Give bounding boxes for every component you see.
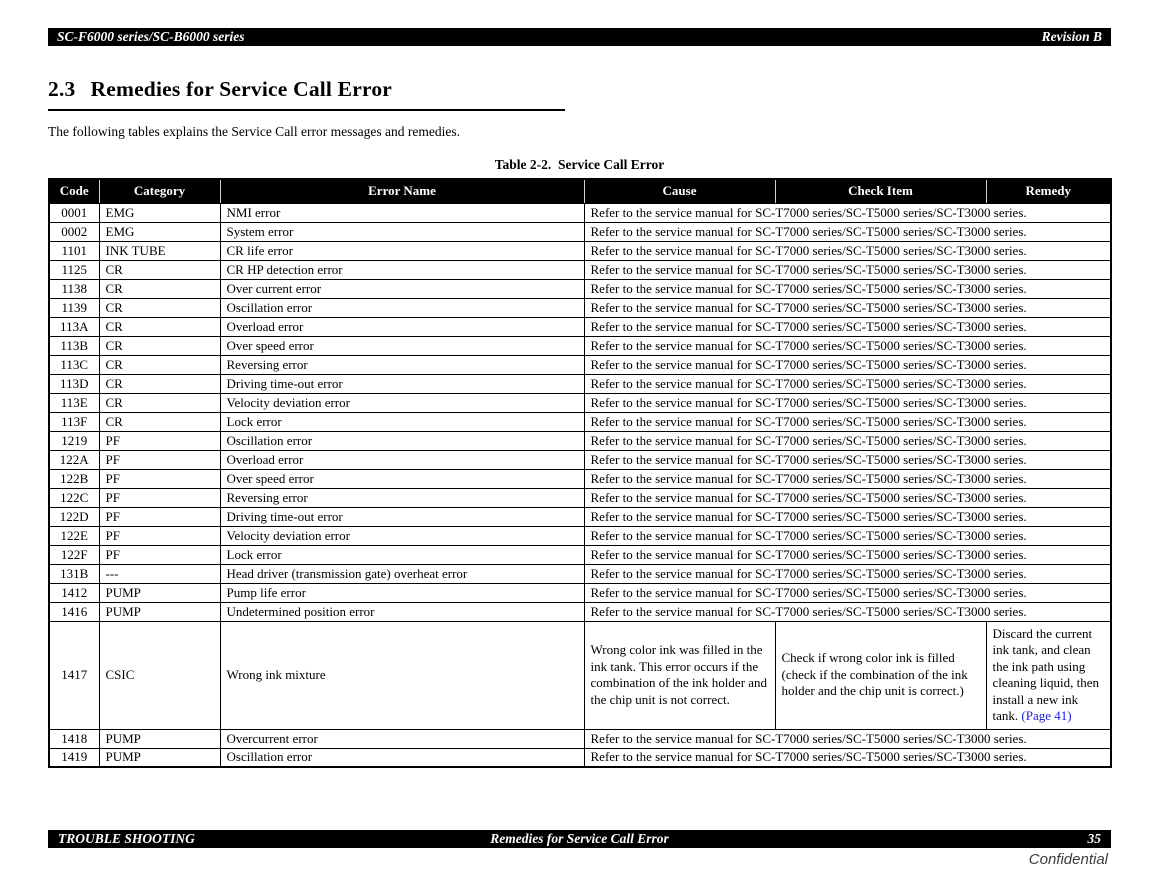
code-cell: 0002 <box>49 222 99 241</box>
category-cell: PUMP <box>99 602 220 621</box>
table-row <box>49 545 1111 564</box>
error-name-cell: Pump life error <box>220 583 584 602</box>
error-name-cell: Velocity deviation error <box>220 526 584 545</box>
category-cell: CR <box>99 279 220 298</box>
table-row <box>49 526 1111 545</box>
error-name-cell: Reversing error <box>220 355 584 374</box>
error-name-cell: Wrong ink mixture <box>220 621 584 729</box>
refer-cell: Refer to the service manual for SC-T7000 series/SC-T5000 series/SC-T3000 series. <box>584 298 1111 317</box>
section-title: Remedies for Service Call Error <box>90 77 393 101</box>
category-cell: CR <box>99 260 220 279</box>
refer-cell: Refer to the service manual for SC-T7000 series/SC-T5000 series/SC-T3000 series. <box>584 583 1111 602</box>
refer-cell: Refer to the service manual for SC-T7000 series/SC-T5000 series/SC-T3000 series. <box>584 469 1111 488</box>
code-cell: 122D <box>49 507 99 526</box>
category-cell: EMG <box>99 222 220 241</box>
category-cell: CR <box>99 412 220 431</box>
refer-cell: Refer to the service manual for SC-T7000 series/SC-T5000 series/SC-T3000 series. <box>584 526 1111 545</box>
category-cell: PUMP <box>99 583 220 602</box>
code-cell: 1417 <box>49 621 99 729</box>
table-row <box>49 507 1111 526</box>
error-name-cell: Velocity deviation error <box>220 393 584 412</box>
error-name-cell: Over speed error <box>220 469 584 488</box>
header-revision: Revision B <box>1041 29 1102 44</box>
code-cell: 131B <box>49 564 99 583</box>
table-row <box>49 241 1111 260</box>
code-cell: 1139 <box>49 298 99 317</box>
category-cell: PF <box>99 488 220 507</box>
service-call-error-table <box>48 178 1112 768</box>
error-name-cell: Driving time-out error <box>220 374 584 393</box>
error-name-cell: Over speed error <box>220 336 584 355</box>
code-cell: 1418 <box>49 729 99 748</box>
refer-cell: Refer to the service manual for SC-T7000 series/SC-T5000 series/SC-T3000 series. <box>584 260 1111 279</box>
category-cell: EMG <box>99 203 220 222</box>
table-row <box>49 298 1111 317</box>
error-name-cell: Undetermined position error <box>220 602 584 621</box>
section-number: 2.3 <box>48 77 76 101</box>
remedy-text: Discard the current ink tank, and clean the ink path using cleaning liquid, then install a new ink tank. <box>992 625 1100 723</box>
remedy-cell <box>986 621 1111 729</box>
column-header-remedy: Remedy <box>986 179 1111 203</box>
error-name-cell: Overcurrent error <box>220 729 584 748</box>
refer-cell: Refer to the service manual for SC-T7000 series/SC-T5000 series/SC-T3000 series. <box>584 317 1111 336</box>
refer-cell: Refer to the service manual for SC-T7000 series/SC-T5000 series/SC-T3000 series. <box>584 279 1111 298</box>
error-name-cell: CR HP detection error <box>220 260 584 279</box>
page-41-link[interactable]: (Page 41) <box>1021 708 1072 723</box>
error-name-cell: Lock error <box>220 545 584 564</box>
error-name-cell: Overload error <box>220 317 584 336</box>
error-name-cell: Over current error <box>220 279 584 298</box>
category-cell: PF <box>99 507 220 526</box>
code-cell: 122E <box>49 526 99 545</box>
table-row <box>49 393 1111 412</box>
table-row <box>49 602 1111 621</box>
table-title: Table 2-2. Service Call Error <box>494 157 665 172</box>
table-row <box>49 431 1111 450</box>
code-cell: 1419 <box>49 748 99 767</box>
code-cell: 122C <box>49 488 99 507</box>
error-name-cell: Head driver (transmission gate) overheat error <box>220 564 584 583</box>
category-cell: CR <box>99 355 220 374</box>
code-cell: 113D <box>49 374 99 393</box>
page-header-bar <box>48 28 1111 46</box>
header-product-title: SC-F6000 series/SC-B6000 series <box>57 29 245 44</box>
error-name-cell: Reversing error <box>220 488 584 507</box>
code-cell: 113F <box>49 412 99 431</box>
column-header-cause: Cause <box>584 179 775 203</box>
code-cell: 122F <box>49 545 99 564</box>
category-cell: CR <box>99 393 220 412</box>
code-cell: 1412 <box>49 583 99 602</box>
table-row <box>49 279 1111 298</box>
table-row <box>49 748 1111 767</box>
column-header-code: Code <box>49 179 99 203</box>
section-heading <box>48 77 565 111</box>
footer-chapter: TROUBLE SHOOTING <box>58 831 195 846</box>
category-cell: INK TUBE <box>99 241 220 260</box>
error-name-cell: CR life error <box>220 241 584 260</box>
table-row <box>49 564 1111 583</box>
refer-cell: Refer to the service manual for SC-T7000 series/SC-T5000 series/SC-T3000 series. <box>584 241 1111 260</box>
error-name-cell: NMI error <box>220 203 584 222</box>
refer-cell: Refer to the service manual for SC-T7000 series/SC-T5000 series/SC-T3000 series. <box>584 393 1111 412</box>
footer-page-number: 35 <box>1087 831 1101 846</box>
code-cell: 113C <box>49 355 99 374</box>
table-header-row <box>49 179 1111 203</box>
table-row <box>49 469 1111 488</box>
code-cell: 1416 <box>49 602 99 621</box>
confidential-watermark: Confidential <box>1028 851 1108 868</box>
refer-cell: Refer to the service manual for SC-T7000 series/SC-T5000 series/SC-T3000 series. <box>584 729 1111 748</box>
refer-cell: Refer to the service manual for SC-T7000 series/SC-T5000 series/SC-T3000 series. <box>584 488 1111 507</box>
error-name-cell: Oscillation error <box>220 431 584 450</box>
code-cell: 1138 <box>49 279 99 298</box>
error-name-cell: System error <box>220 222 584 241</box>
refer-cell: Refer to the service manual for SC-T7000 series/SC-T5000 series/SC-T3000 series. <box>584 374 1111 393</box>
category-cell: CR <box>99 374 220 393</box>
category-cell: PF <box>99 450 220 469</box>
code-cell: 113B <box>49 336 99 355</box>
category-cell: PF <box>99 431 220 450</box>
category-cell: CR <box>99 317 220 336</box>
column-header-check-item: Check Item <box>775 179 986 203</box>
intro-text: The following tables explains the Service Call error messages and remedies. <box>48 124 460 139</box>
category-cell: PUMP <box>99 729 220 748</box>
code-cell: 1125 <box>49 260 99 279</box>
error-name-cell: Oscillation error <box>220 748 584 767</box>
refer-cell: Refer to the service manual for SC-T7000 series/SC-T5000 series/SC-T3000 series. <box>584 602 1111 621</box>
error-name-cell: Lock error <box>220 412 584 431</box>
refer-cell: Refer to the service manual for SC-T7000 series/SC-T5000 series/SC-T3000 series. <box>584 412 1111 431</box>
table-row <box>49 450 1111 469</box>
code-cell: 0001 <box>49 203 99 222</box>
column-header-category: Category <box>99 179 220 203</box>
category-cell: --- <box>99 564 220 583</box>
footer-section: Remedies for Service Call Error <box>490 831 669 846</box>
refer-cell: Refer to the service manual for SC-T7000 series/SC-T5000 series/SC-T3000 series. <box>584 355 1111 374</box>
refer-cell: Refer to the service manual for SC-T7000 series/SC-T5000 series/SC-T3000 series. <box>584 222 1111 241</box>
category-cell: PF <box>99 469 220 488</box>
page-footer-bar <box>48 830 1111 848</box>
error-name-cell: Oscillation error <box>220 298 584 317</box>
category-cell: PF <box>99 545 220 564</box>
category-cell: PF <box>99 526 220 545</box>
table-row <box>49 355 1111 374</box>
column-header-error-name: Error Name <box>220 179 584 203</box>
table-row <box>49 729 1111 748</box>
table-row <box>49 621 1111 729</box>
error-name-cell: Overload error <box>220 450 584 469</box>
refer-cell: Refer to the service manual for SC-T7000 series/SC-T5000 series/SC-T3000 series. <box>584 507 1111 526</box>
table-row <box>49 222 1111 241</box>
cause-cell: Wrong color ink was filled in the ink tank. This error occurs if the combination of the ink holder and the chip unit is not correct. <box>584 621 775 729</box>
code-cell: 122A <box>49 450 99 469</box>
refer-cell: Refer to the service manual for SC-T7000 series/SC-T5000 series/SC-T3000 series. <box>584 336 1111 355</box>
code-cell: 113E <box>49 393 99 412</box>
refer-cell: Refer to the service manual for SC-T7000 series/SC-T5000 series/SC-T3000 series. <box>584 203 1111 222</box>
refer-cell: Refer to the service manual for SC-T7000 series/SC-T5000 series/SC-T3000 series. <box>584 431 1111 450</box>
error-name-cell: Driving time-out error <box>220 507 584 526</box>
table-row <box>49 488 1111 507</box>
table-row <box>49 374 1111 393</box>
code-cell: 122B <box>49 469 99 488</box>
code-cell: 1101 <box>49 241 99 260</box>
refer-cell: Refer to the service manual for SC-T7000 series/SC-T5000 series/SC-T3000 series. <box>584 450 1111 469</box>
table-row <box>49 583 1111 602</box>
table-row <box>49 412 1111 431</box>
table-row <box>49 317 1111 336</box>
category-cell: CR <box>99 298 220 317</box>
category-cell: CR <box>99 336 220 355</box>
refer-cell: Refer to the service manual for SC-T7000 series/SC-T5000 series/SC-T3000 series. <box>584 748 1111 767</box>
code-cell: 113A <box>49 317 99 336</box>
category-cell: PUMP <box>99 748 220 767</box>
refer-cell: Refer to the service manual for SC-T7000 series/SC-T5000 series/SC-T3000 series. <box>584 545 1111 564</box>
code-cell: 1219 <box>49 431 99 450</box>
refer-cell: Refer to the service manual for SC-T7000 series/SC-T5000 series/SC-T3000 series. <box>584 564 1111 583</box>
table-row <box>49 336 1111 355</box>
table-row <box>49 260 1111 279</box>
table-row <box>49 203 1111 222</box>
category-cell: CSIC <box>99 621 220 729</box>
check-item-cell: Check if wrong color ink is filled (check if the combination of the ink holder and the chip unit is correct.) <box>775 621 986 729</box>
